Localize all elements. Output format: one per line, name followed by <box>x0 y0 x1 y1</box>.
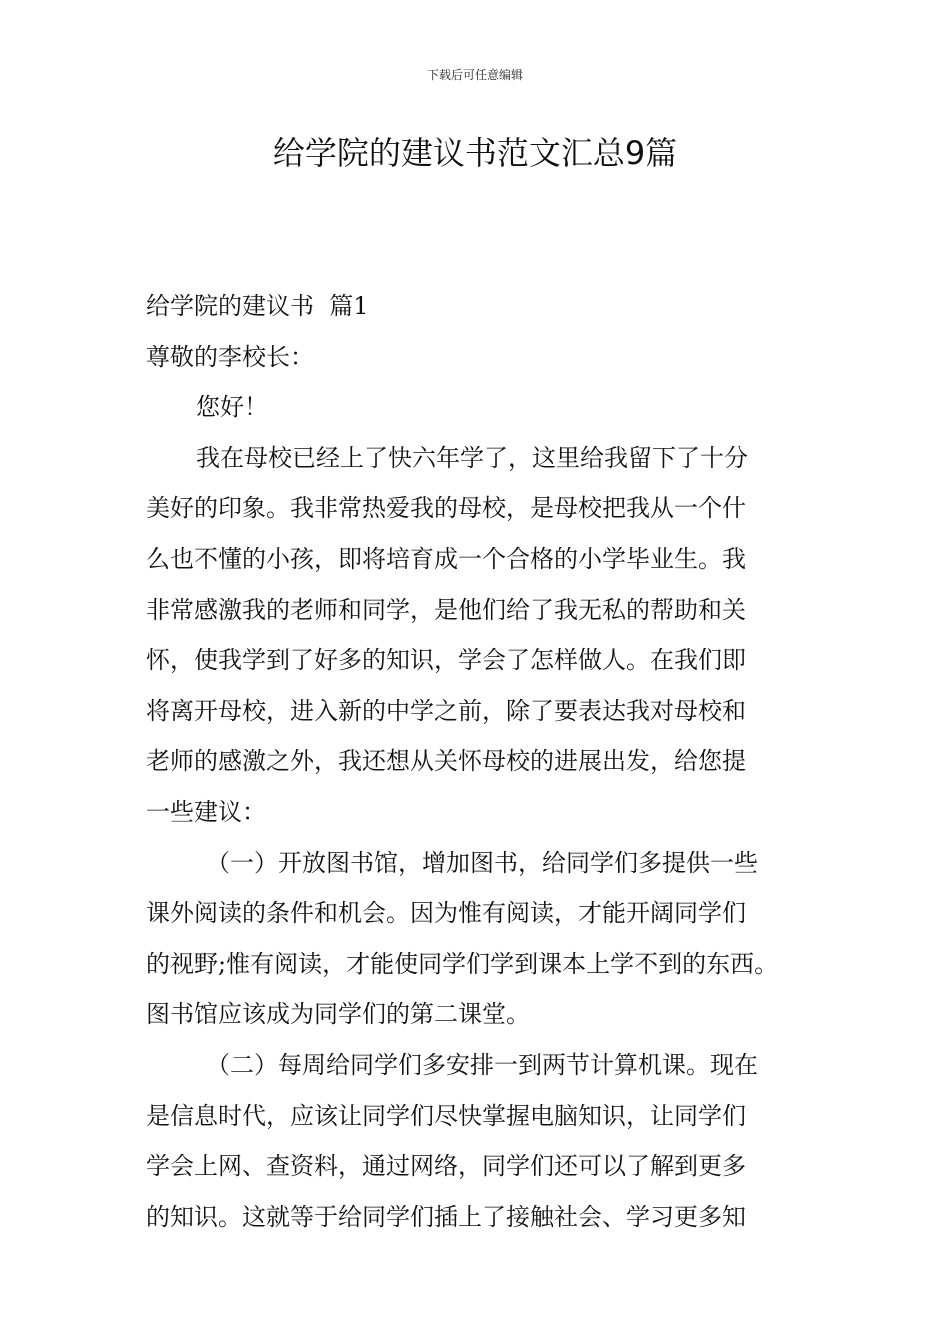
salutation: 尊敬的李校长： <box>146 342 314 371</box>
paragraph-line: 图书馆应该成为同学们的第二课堂。 <box>146 1000 530 1029</box>
paragraph-line: 的知识。这就等于给同学们插上了接触社会、学习更多知 <box>146 1202 746 1231</box>
paragraph-line: 的视野;惟有阅读，才能使同学们学到课本上学不到的东西。 <box>146 949 779 978</box>
paragraph-2 <box>146 838 826 1040</box>
paragraph-line: 么也不懂的小孩，即将培育成一个合格的小学毕业生。我 <box>146 544 746 573</box>
paragraph-line: （二）每周给同学们多安排一到两节计算机课。现在 <box>206 1050 758 1079</box>
paragraph-line: （一）开放图书馆，增加图书，给同学们多提供一些 <box>206 848 758 877</box>
paragraph-line: 将离开母校，进入新的中学之前，除了要表达我对母校和 <box>146 696 746 725</box>
paragraph-line: 一些建议： <box>146 797 266 826</box>
paragraph-1 <box>146 433 826 838</box>
paragraph-line: 学会上网、查资料，通过网络，同学们还可以了解到更多 <box>146 1152 746 1181</box>
section-heading: 给学院的建议书 篇1 <box>146 292 369 320</box>
paragraph-line: 是信息时代，应该让同学们尽快掌握电脑知识，让同学们 <box>146 1101 746 1130</box>
greeting: 您好！ <box>196 393 268 422</box>
paragraph-line: 老师的感激之外，我还想从关怀母校的进展出发，给您提 <box>146 747 746 776</box>
document-title: 给学院的建议书范文汇总9篇 <box>272 134 678 172</box>
paragraph-line: 非常感激我的老师和同学，是他们给了我无私的帮助和关 <box>146 595 746 624</box>
header-note: 下载后可任意编辑 <box>426 68 523 82</box>
paragraph-line: 我在母校已经上了快六年学了，这里给我留下了十分 <box>196 443 748 472</box>
paragraph-line: 怀，使我学到了好多的知识，学会了怎样做人。在我们即 <box>146 646 746 675</box>
paragraph-line: 课外阅读的条件和机会。因为惟有阅读，才能开阔同学们 <box>146 899 746 928</box>
paragraph-3 <box>146 1040 826 1242</box>
document-body <box>146 281 826 1242</box>
paragraph-line: 美好的印象。我非常热爱我的母校，是母校把我从一个什 <box>146 494 746 523</box>
